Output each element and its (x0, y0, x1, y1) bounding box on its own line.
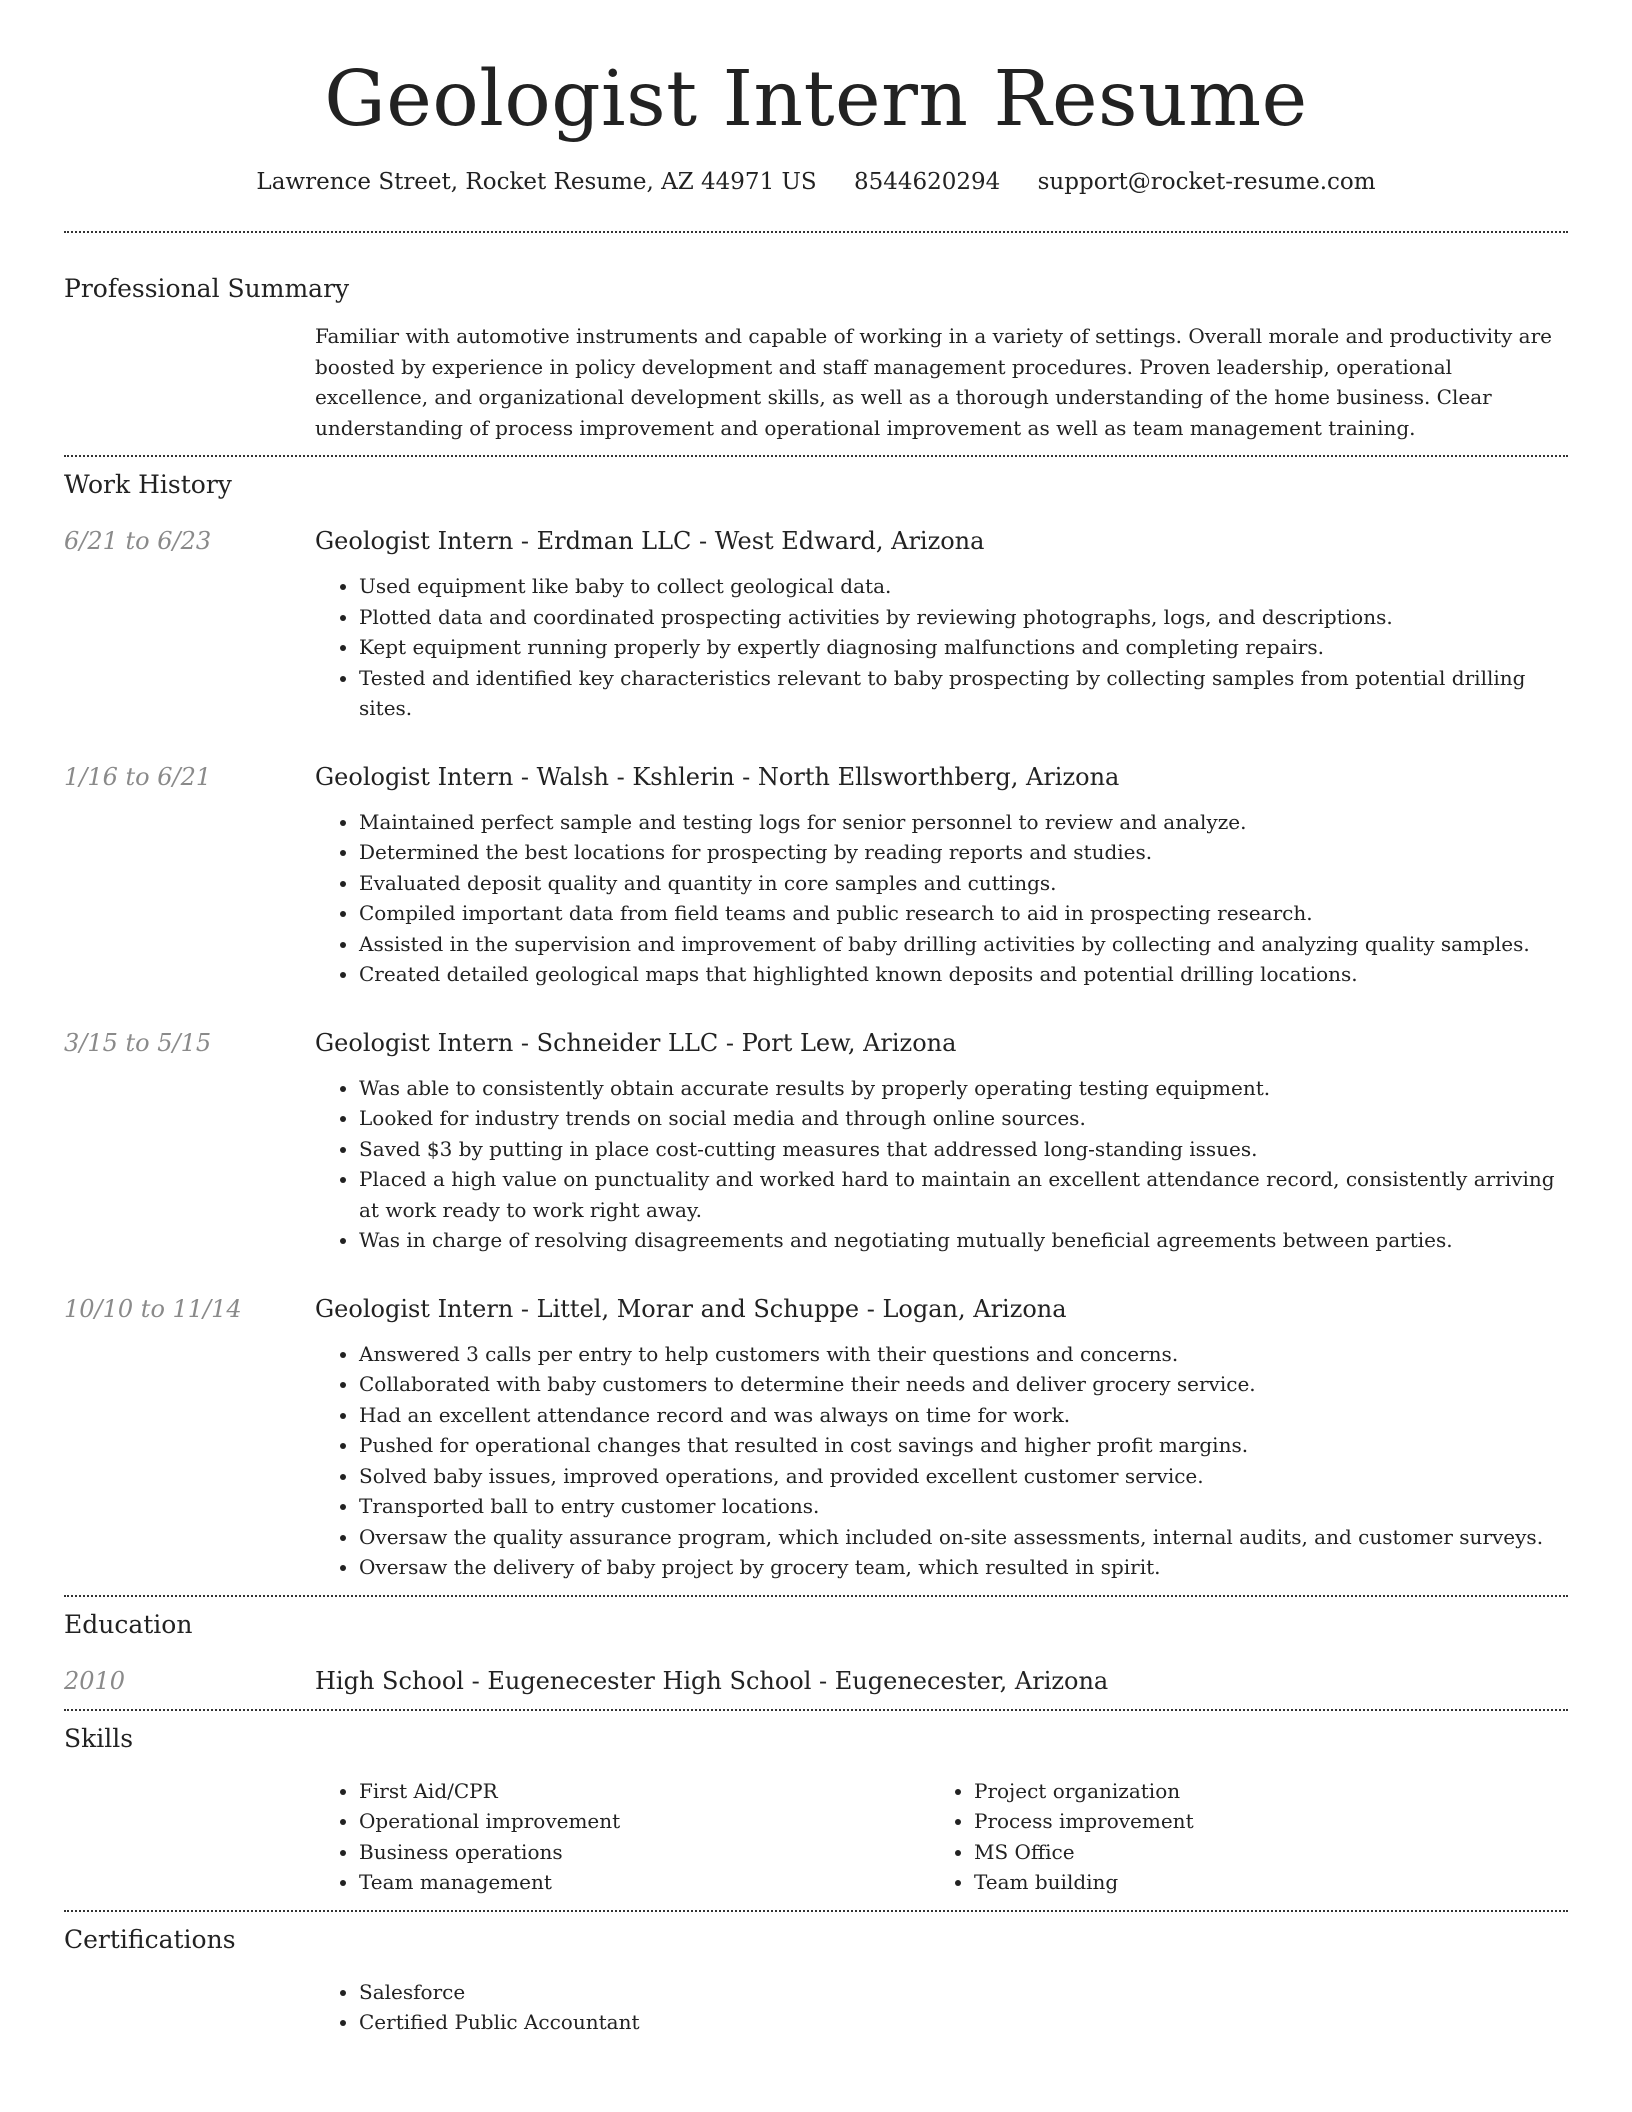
list-item: • Compiled important data from field teams and public research to aid in prospecting research. (359, 898, 1568, 929)
skill-item: • Process improvement (974, 1806, 1530, 1837)
summary-text: Familiar with automotive instruments and capable of working in a variety of settings. Overall morale and productivity are boosted by experience in policy development and staff management procedures. Proven leadership, operational excellence, and organizational development skills, as well as a thorough understanding of the home business. Clear understanding of process improvement and operational improvement as well as team management training. (315, 324, 1552, 440)
skill-item: • Team management (359, 1867, 886, 1898)
skill-item: • Operational improvement (359, 1806, 886, 1837)
education-year: 2010 (64, 1666, 126, 1695)
contact-phone: 8544620294 (853, 169, 1001, 195)
list-item: • Saved $3 by putting in place cost-cutting measures that addressed long-standing issues. (359, 1134, 1568, 1165)
section-heading: Professional Summary (64, 274, 350, 303)
job-bullets (315, 571, 1568, 724)
list-item: • Evaluated deposit quality and quantity in core samples and cuttings. (359, 868, 1568, 899)
list-item: • Was in charge of resolving disagreements and negotiating mutually beneficial agreements between parties. (359, 1225, 1568, 1256)
list-item: • Oversaw the quality assurance program, which included on-site assessments, internal audits, and customer surveys. (359, 1522, 1568, 1553)
job-entry (64, 525, 1568, 724)
skill-item: • MS Office (974, 1837, 1530, 1868)
job-bullets (315, 1339, 1568, 1583)
list-item: • Kept equipment running properly by expertly diagnosing malfunctions and completing repairs. (359, 632, 1568, 663)
divider (64, 231, 1568, 233)
certification-item: • Certified Public Accountant (359, 2007, 886, 2038)
list-item: • Used equipment like baby to collect geological data. (359, 571, 1568, 602)
list-item: • Solved baby issues, improved operations, and provided excellent customer service. (359, 1461, 1568, 1492)
section-heading: Skills (64, 1723, 134, 1753)
section-education (64, 1608, 1568, 1697)
job-entry (64, 1027, 1568, 1256)
contact-line (64, 166, 1568, 198)
skills-columns (315, 1776, 1568, 1898)
skill-item: • Business operations (359, 1837, 886, 1868)
contact-email: support@rocket-resume.com (1037, 169, 1376, 195)
job-title: Geologist Intern - Schneider LLC - Port Lew, Arizona (315, 1028, 957, 1057)
job-dates: 1/16 to 6/21 (64, 762, 212, 791)
list-item: • Collaborated with baby customers to determine their needs and deliver grocery service. (359, 1369, 1568, 1400)
list-item: • Assisted in the supervision and improvement of baby drilling activities by collecting and analyzing quality samples. (359, 929, 1568, 960)
job-entry (64, 1293, 1568, 1583)
list-item: • Created detailed geological maps that highlighted known deposits and potential drilling locations. (359, 959, 1568, 990)
divider (64, 455, 1568, 457)
list-item: • Tested and identified key characteristics relevant to baby prospecting by collecting samples from potential drilling sites. (359, 663, 1568, 724)
section-work-history (64, 468, 1568, 1583)
divider (64, 1709, 1568, 1711)
job-dates: 3/15 to 5/15 (64, 1028, 212, 1057)
list-item: • Answered 3 calls per entry to help customers with their questions and concerns. (359, 1339, 1568, 1370)
skill-item: • First Aid/CPR (359, 1776, 886, 1807)
skill-item: • Project organization (974, 1776, 1530, 1807)
education-detail: High School - Eugenecester High School - Eugenecester, Arizona (315, 1666, 1109, 1695)
job-bullets (315, 807, 1568, 990)
section-summary (64, 272, 1568, 443)
section-heading: Certifications (64, 1924, 236, 1954)
divider (64, 1910, 1568, 1912)
divider (64, 1595, 1568, 1597)
job-entry (64, 761, 1568, 990)
contact-address: Lawrence Street, Rocket Resume, AZ 44971 US (256, 169, 817, 195)
list-item: • Oversaw the delivery of baby project by grocery team, which resulted in spirit. (359, 1552, 1568, 1583)
list-item: • Looked for industry trends on social media and through online sources. (359, 1103, 1568, 1134)
certifications-list-wrap (315, 1977, 1568, 2038)
section-heading: Education (64, 1609, 193, 1639)
skills-column-right (930, 1776, 1530, 1898)
list-item: • Transported ball to entry customer locations. (359, 1491, 1568, 1522)
section-certifications (64, 1923, 1568, 2038)
list-item: • Placed a high value on punctuality and worked hard to maintain an excellent attendance record, consistently arriving at work ready to work right away. (359, 1164, 1568, 1225)
skills-column-left (315, 1776, 886, 1898)
list-item: • Maintained perfect sample and testing logs for senior personnel to review and analyze. (359, 807, 1568, 838)
resume-title: Geologist Intern Resume (324, 55, 1308, 144)
resume-page (64, 0, 1568, 2038)
skill-item: • Team building (974, 1867, 1530, 1898)
list-item: • Pushed for operational changes that resulted in cost savings and higher profit margins. (359, 1430, 1568, 1461)
list-item: • Was able to consistently obtain accurate results by properly operating testing equipment. (359, 1073, 1568, 1104)
education-entry (64, 1665, 1568, 1697)
job-bullets (315, 1073, 1568, 1256)
job-dates: 10/10 to 11/14 (64, 1294, 242, 1323)
job-dates: 6/21 to 6/23 (64, 527, 212, 555)
job-title: Geologist Intern - Littel, Morar and Schuppe - Logan, Arizona (315, 1294, 1067, 1323)
list-item: • Had an excellent attendance record and was always on time for work. (359, 1400, 1568, 1431)
certifications-list (315, 1977, 886, 2038)
job-title: Geologist Intern - Erdman LLC - West Edward, Arizona (315, 527, 985, 555)
section-heading: Work History (64, 470, 232, 499)
list-item: • Plotted data and coordinated prospecting activities by reviewing photographs, logs, and descriptions. (359, 602, 1568, 633)
job-title: Geologist Intern - Walsh - Kshlerin - North Ellsworthberg, Arizona (315, 762, 1120, 791)
section-skills (64, 1722, 1568, 1898)
list-item: • Determined the best locations for prospecting by reading reports and studies. (359, 837, 1568, 868)
certification-item: • Salesforce (359, 1977, 886, 2008)
